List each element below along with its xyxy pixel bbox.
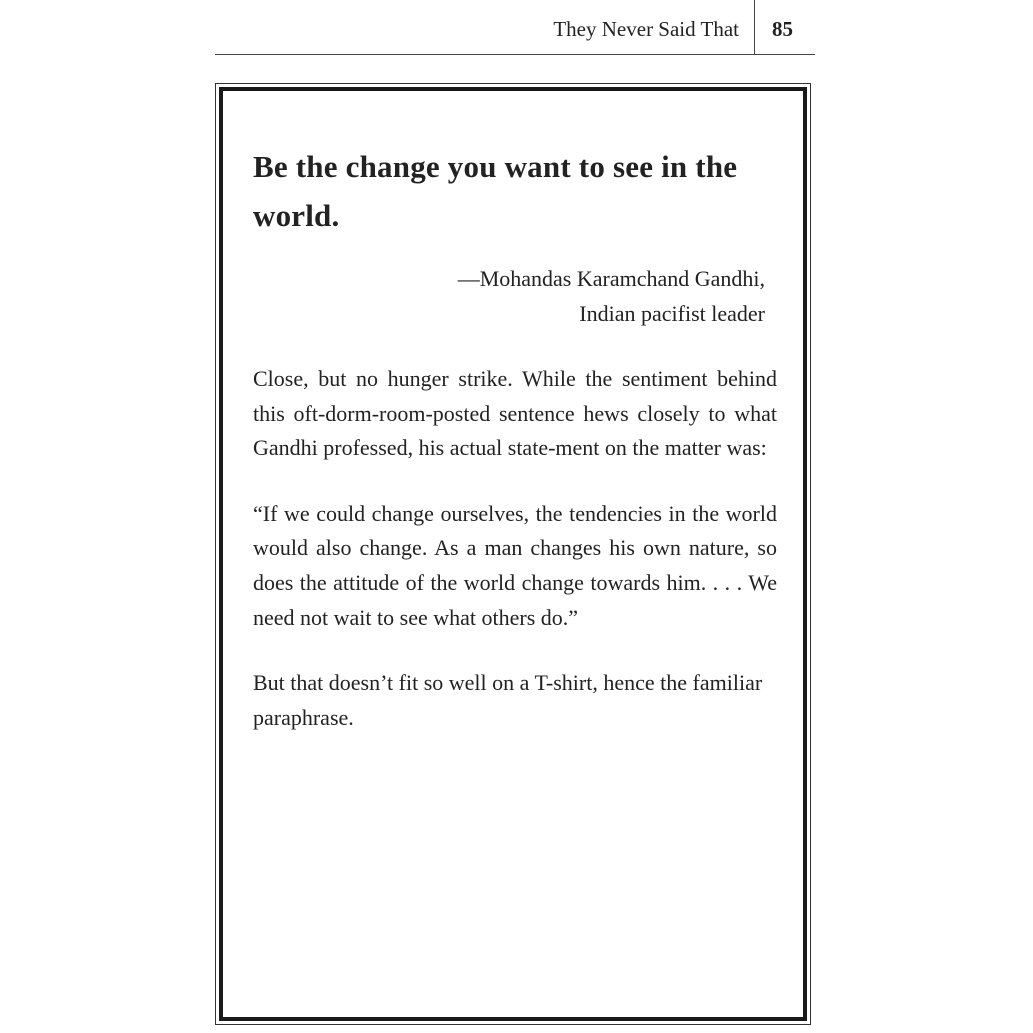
body-paragraph-2: “If we could change ourselves, the tendencies in the world would also change. As a man changes his own nature, so does the attitude of the world change towards him. . . . We need not wait to see what others do.” <box>253 500 777 630</box>
boxed-content <box>253 142 777 735</box>
running-head <box>215 0 815 55</box>
quote-headline: Be the change you want to see in the world. <box>253 149 738 233</box>
body-paragraph-3: But that doesn’t fit so well on a T-shirt, hence the familiar paraphrase. <box>253 670 763 730</box>
page-number: 85 <box>772 17 793 41</box>
header-divider <box>754 0 755 54</box>
attribution-role: Indian pacifist leader <box>579 301 765 326</box>
running-title: They Never Said That <box>553 17 739 41</box>
attribution-name: —Mohandas Karamchand Gandhi, <box>457 266 765 291</box>
quote-attribution <box>253 261 777 331</box>
body-paragraph-1: Close, but no hunger strike. While the sentiment behind this oft-dorm-room-posted sentence hews closely to what Gandhi professed, his actual state-ment on the matter was: <box>253 366 777 461</box>
